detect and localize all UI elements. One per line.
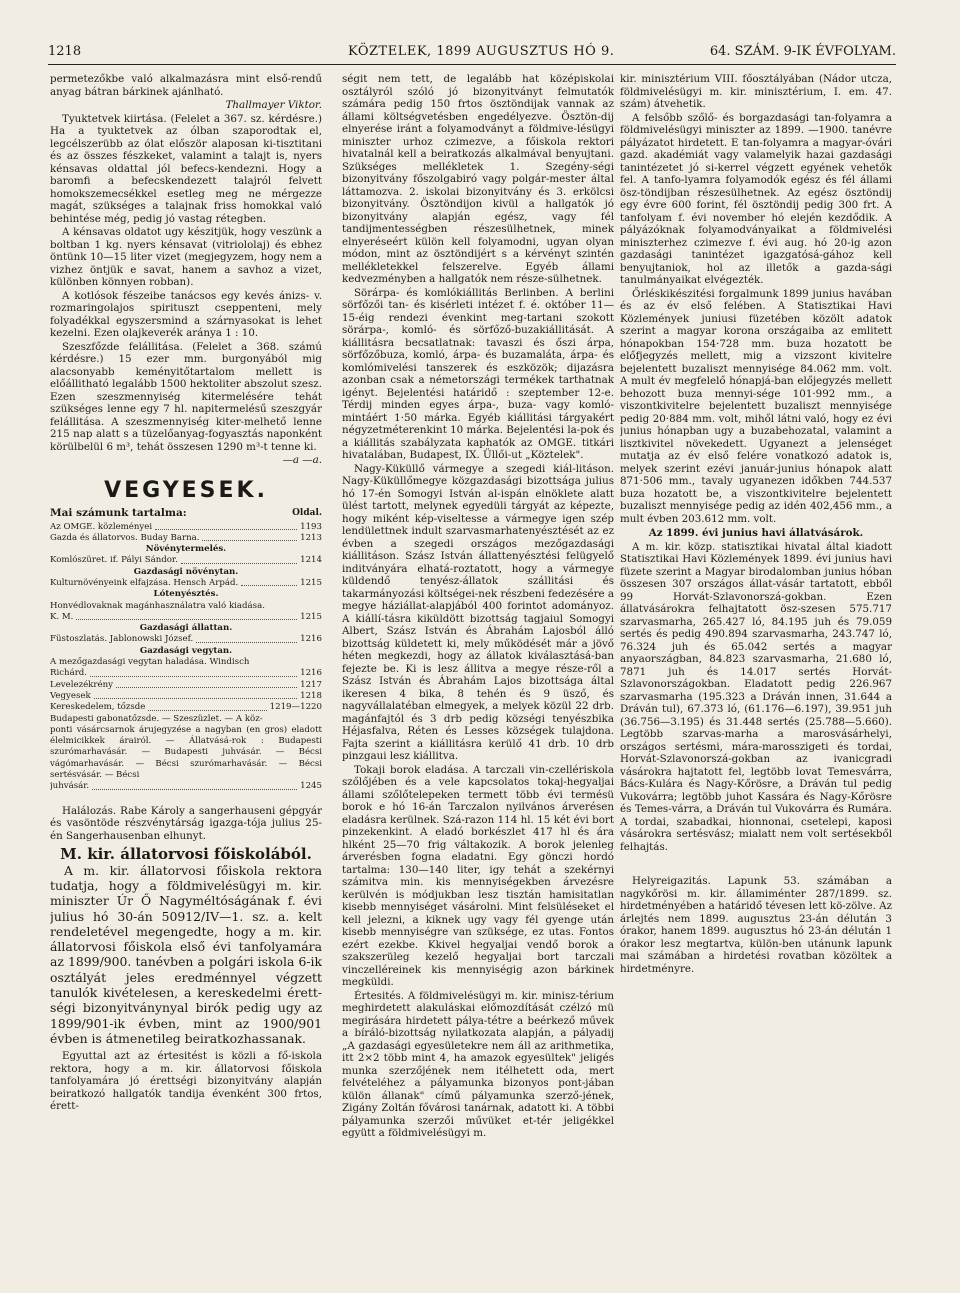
- toc-entry-page: 1219—1220: [269, 702, 322, 713]
- toc-note: ponti vásárcsarnok árujegyzése a nagyban (en gros) eladott élelmicikkek árairól. — Állatvásá-rok : Budapesti szurómarhavásár. — Budapesti juhvásár. — Bécsi vágómarhavásár. — Bécsi szurómarhavásár. — Bécsi sertésvásár. — Bécsi: [50, 724, 322, 781]
- paragraph: A kotlósok fészeibe tanácsos egy kevés ánizs- v. rozmaringolajos spirituszt cseppenteni, mely folyadékkal egyszersmind a szárnyasokat is lehet kezelni. Ezen olajkeverék aránya 1 : 10.: [50, 289, 322, 339]
- toc-category: Lótenyésztés.: [153, 589, 219, 600]
- toc-entry-title: Honvédlovaknak magánhasználatra való kiadása.: [50, 600, 265, 611]
- toc-row: [50, 702, 322, 713]
- newspaper-title: KÖZTELEK, 1899 AUGUSZTUS HÓ 9.: [348, 44, 615, 59]
- column-middle: [342, 73, 614, 1283]
- paragraph: permetezőkbe való alkalmazásra mint első-rendű anyag bátran bárkinek ajánlható.: [50, 73, 322, 98]
- toc-leader: [202, 533, 297, 541]
- toc-entry-page: 1245: [300, 781, 322, 792]
- toc-entry-page: 1218: [300, 690, 322, 701]
- toc-title: Mai számunk tartalma:: [50, 507, 187, 519]
- paragraph: A m. kir. állatorvosi főiskola rektora tudatja, hogy a földmivelésügyi m. kir. miniszter Úr Ő Nagyméltóságának f. évi julius hó 30-án 50912/IV—1. sz. a. kelt rendeletével megengedte, hogy a m. kir. állatorvosi főiskola első évi tanfolyamára az 1899/900. tanévben a polgári iskola 6-ik osztályát jeles eredménnyel végzett tanulók kivételesen, a kereskedelmi érett-ségi bizonyitványnyal birók pedig ugy az 1899/901-ik évben, mint az 1900/901 évben is átmenetileg beiratkozhassanak.: [50, 862, 322, 1046]
- toc-row: [50, 522, 322, 533]
- toc-row: [50, 781, 322, 792]
- toc-entry-title: Vegyesek: [50, 690, 91, 701]
- paragraph-tokaji-borok: Tokaji borok eladása. A tarczali vin-czellériskola szőlőjében és a vele kapcsolatos tokaj-hegyaljai állami szőlőtelepeken termett több évi termésü borok e hó 16-án Tarczalon nyilvános árverésen eladásra kerülnek. Szá-razon 114 hl. 15 két évi bort pinzekenkint. A eladó borkészlet 417 hl és ára hlként 25—70 frig váltakozik. A borok jelenleg árverésben fogna eladatni. Egy gönczi hordó tartalma: 130—140 liter, igy tehát a szekérnyi számitva min. kis mennyiségekben árvezésre kerülvén is módjukban lesz tisztán hamisitatlan kisebb mennyiséget vásárolni. Mint felsüléseket el kell jelezni, a kiknek ugy vagy fél gyenge után kisebb mennyiségre van szüksége, ez utas. Fontos ezért ezekbe. Kkivel hegyaljai vendő borok a szakszerüleg kezelő hegyaljai bort tarczali vinczelléreinek kis mennyiségig azon bárkinek megküldi.: [342, 763, 614, 988]
- paragraph: kir. minisztérium VIII. főosztályában (Nádor utcza, földmivelésügyi m. kir. minisztérium, I. em. 47. szám) átvehetik.: [620, 73, 892, 110]
- paragraph-felsobb-szolo: A felsőbb szőlő- és borgazdasági tan-folyamra a földmivelésügyi miniszter az 1899. —1900. tanévre pályázatot hirdetett. E tan-folyamra a magyar-óvári gazd. akadémiát vagy valamelyik hazai gazdasági tanintézetet jó si-kerrel végzett egyének vehetők fel. A tanfo-lyamra folyamodók egész és fél állami ösz-töndijban részesülhetnek. Az egész ösztöndij egy évre 600 forint, fél ösztöndij pedig 300 frt. A tanfolyam f. évi november hó elején kezdődik. A pályázóknak folyamodványaikat a földmivelési miniszterhez czimezve f. évi aug. hó 20-ig azon gazdasági tanintézet igazgatósá-gához kell benyujtaniok, hol az illetők a gazda-sági tanulmányaikat elvégezték.: [620, 111, 892, 286]
- toc-row: [50, 601, 322, 612]
- paragraph-tyuktetvek: Tyuktetvek kiirtása. (Felelet a 367. sz. kérdésre.) Ha a tyuktetvek az ólban szaporodtak el, legcélszerübb az ólat először alaposan ki-tisztitani és az összes fészkeket, valamint a talajt is, nyers kénsavas oldattal jól befecs-kendezni. Hogy a baromfi a befecskendezett talajról felvett homokszemecsékkel esetleg meg ne mérgezze magát, szükséges a talajnak friss homokkal való behintése még, pedig jó vastag rétegben.: [50, 112, 322, 225]
- toc-category: Gazdasági állattan.: [139, 623, 233, 634]
- toc-entry-title: Az OMGE. közleményei: [50, 521, 153, 532]
- signature: Thallmayer Viktor.: [225, 99, 322, 111]
- paragraph: A kénsavas oldatot ugy készitjük, hogy veszünk a boltban 1 kg. nyers kénsavat (vitriololaj) és ebhez öntünk 10—15 liter vizet (megjegyzem, hogy nem a vizhez öntjük e savat, hanem a savhoz a vizet, különben könnyen robban).: [50, 226, 322, 288]
- toc-row: [50, 668, 322, 679]
- toc-row: [50, 714, 322, 725]
- toc-row: [50, 657, 322, 668]
- table-of-contents: [50, 522, 322, 793]
- toc-row: [50, 634, 322, 645]
- paragraph-szeszfozde: Szeszfőzde felállitása. (Felelet a 368. számú kérdésre.) 15 ezer mm. burgonyából mig alacsonyabb keményitőtartalom mellett is előállitható legalább 1500 hektoliter abszolut szesz. Ezen szeszmennyiség kitermelésére tehát szükséges lenne egy 7 hl. napitermelésű szeszgyár felállitása. A szeszmennyiség kiter-melhető lenne 215 nap alatt s a tüzelőanyag-fogyasztás naponként körülbelül 6 m³, tehát összesen 1290 m³-t tenne ki.: [50, 340, 322, 453]
- heading-allatorvosi: M. kir. állatorvosi főiskolából.: [60, 845, 312, 864]
- toc-category: Növénytermelés.: [145, 544, 227, 555]
- paragraph: A m. kir. közp. statisztikai hivatal által kiadott Statisztikai Havi Közlemények 1899. évi junius havi füzete szerint a Magyar birodalomban junius hóban összesen 307 országos állat-vásár tartatott, ebből 99 Horvát-Szlavonorszá-gokban. Ezen állatvásárokra felhajtatott ösz-szesen 575.717 szarvasmarha, 265.427 ló, 84.195 juh és 79.059 sertés és pedig 490.894 szarvasmarha, 243.747 ló, 76.324 juh és 65.042 sertés a magyar anyaországban, 84.823 szarvasmarha, 21.680 ló, 7871 juh és 14.017 sertés Horvát-Szlavonországokban. Eladatott pedig 226.967 szarvasmarha (195.323 a Dráván innen, 31.644 a Dráván tul), 67.373 ló, (61.176—6.197), 39.951 juh (36.756—3.195) és 31.448 sertés (25.788—5.660). Legtöbb szarvas-marha a marosvásárhelyi, országos sertésmi, mára-marosszigeti és tordai, Horvát-Szlavonorszá-gokban az ivanicgradi vásárokra hajtatott fel, legtöbb lovat Temesvárra, Bács-Kulára és Nagy-Kőrösre, a Dráván tul pedig Vukovárra; legtöbb juhot Kassára és Nagy-Kőrösre és Temes-várra, a Dráván tul Vukovárra és Rumára. A tordai, szabadkai, hionnonai, csetelepi, kaposi vásárokra sertésvász; mialatt nem volt sertésekből felhajtás.: [620, 540, 892, 853]
- toc-leader: [90, 668, 297, 676]
- paragraph-helyreigazitas: Helyreigazitás. Lapunk 53. számában a nagykőrösi m. kir. államiménter 287/1899. sz. hirdetményében a határidő tévesen lett kö-zölve. Az árlejtés nem 1899. augusztus 23-án délután 3 órakor, hanem 1899. augusztus hó 23-án délután 1 órakor lesz megtartva, külön-ben utánunk lapunk mai számában a hirdetési rovatban közöltek a hirdetményre.: [620, 875, 892, 975]
- toc-row: [50, 612, 322, 623]
- toc-leader: [196, 634, 297, 642]
- signature: —a —a.: [282, 454, 322, 466]
- toc-leader: [241, 578, 297, 586]
- toc-entry-page: 1216: [300, 668, 322, 679]
- toc-entry-page: 1214: [300, 555, 322, 566]
- toc-entry-title: Budapesti gabonatőzsde. — Szeszüzlet. — A köz-: [50, 713, 263, 724]
- toc-row: [50, 555, 322, 566]
- toc-heading: [50, 507, 322, 520]
- toc-entry-page: 1217: [300, 679, 322, 690]
- paragraph-halalozas: Halálozás. Rabe Károly a sangerhauseni gépgyár és vasöntöde részvénytárság igazga-tója julius 25-én Sangerhausenban elhunyt.: [50, 804, 322, 842]
- section-title-vegyesek: VEGYESEK.: [104, 477, 268, 503]
- column-left: [50, 73, 322, 1283]
- toc-leader: [148, 702, 266, 710]
- toc-leader: [116, 680, 297, 688]
- heading-allatvasarok: Az 1899. évi junius havi állatvásárok.: [648, 527, 864, 539]
- toc-page-label: Oldal.: [292, 508, 322, 518]
- toc-row: [50, 691, 322, 702]
- toc-entry-title: Füstoszlatás. Jablonowski József.: [50, 634, 194, 645]
- toc-entry-title: Richárd.: [50, 668, 88, 679]
- toc-entry-title: A mezőgazdasági vegytan haladása. Windisch: [50, 657, 250, 668]
- toc-entry-title: Levelezékrény: [50, 679, 113, 690]
- toc-entry-title: juhvásár.: [50, 781, 90, 792]
- toc-leader: [155, 522, 297, 530]
- toc-entry-title: Gazda és állatorvos. Buday Barna.: [50, 532, 200, 543]
- issue-number: 64. SZÁM. 9-IK ÉVFOLYAM.: [709, 44, 896, 59]
- toc-leader: [181, 555, 297, 563]
- toc-entry-page: 1213: [300, 532, 322, 543]
- toc-row: [50, 680, 322, 691]
- paragraph: ségit nem tett, de legalább hat középiskolai osztályról szóló jó bizonyitványt felmutatók számára pedig 150 frtos ösztöndijak vannak az állami költségvetésben engedélyezve. Ösztön-dij elnyerése iránt a folyamodványt a földmive-lésügyi miniszter urhoz czimezve, a főiskola rektori hivatalnál kell a beiratkozás alkalmával benyujtani. Szükséges mellékletek 1. Szegény-ségi bizonyitvány főszolgabiró vagy polgár-mester által láttamozva. 2. iskolai bizonyitvány és 3. erkölcsi bizonyitvány. Ösztöndijon kivül a hallgatók jó bizonyitvány alapján egész, vagy fél tandijmentességben részesülhetnek, minek elnyeréseért külön kell folyamodni, ugyan olyan módon, mint az ösztöndijért s a kérvényt szintén mellékletekkel felszerelve. Egyéb állami kedvezményben a hallgatók nem része-sülhetnek.: [342, 73, 614, 285]
- toc-row: [50, 578, 322, 589]
- toc-entry-title: Kulturnövényeink elfajzása. Hensch Árpád.: [50, 577, 239, 588]
- toc-row: [50, 533, 322, 544]
- toc-entry-page: 1215: [300, 611, 322, 622]
- paragraph-orleskikeszitesi: Őrléskikészitési forgalmunk 1899 junius havában és az év első felében. A Statisztikai Havi Közlemények juniusi füzetében közölt adatok szerint a magyar korona országaiba az emlitett hónapokban 154·728 mm. buza hozatott be előfjegyzés mellett, mig a vizszont kivitelre bejelentett buzaliszt mennyisége 84.062 mm. volt. A mult év megfelelő hónapjá-ban előjegyzés mellett behozott buza mennyi-sége 101·992 mm., a viszontkivitelre bejelentett buzaliszt mennyisége pedig 20·884 mm. volt, mihől látni való, hogy ez évi junius hónapban ugy a buzabehozatal, valamint a lisztkivitel növekedett. Ugyanezt a jelenséget mutatja az év első felére vonatkozó adatok is, melyek szerint ezévi január-junius hónapok alatt 871·506 mm., tavaly ugyanezen időkben 744.537 buza hozatott be, a viszontkivitelre bejelentett buzaliszt mennyisége pedig az idén 402,456 mm., a mult évben 203.612 mm. volt.: [620, 287, 892, 525]
- toc-entry-page: 1215: [300, 577, 322, 588]
- large-print-block: [50, 863, 322, 1047]
- toc-entry-title: K. M.: [50, 611, 74, 622]
- toc-leader: [76, 612, 297, 620]
- toc-entry-title: Kereskedelem, tőzsde: [50, 702, 146, 713]
- page-number: 1218: [48, 44, 82, 59]
- toc-leader: [92, 781, 297, 789]
- paragraph-sorarpa: Sörárpa- és komlókiállitás Berlinben. A berlini sörfőzői tan- és kisérleti intézet f. é. október 11—15-éig rendezi évenkint meg-tartani szokott sörárpa-, komló- és sörfőző-buzakiállitását. A kiállitásra becsatlatnak: tavaszi és őszi árpa, sörfőzőbuza, komló, árpa- és buzamaláta, árpa- és komlómivelési tanszerek és eszközök; dijazásra azonban csak a németországi termékek tarthatnak igényt. Bejelentési határidő : szeptember 12-e. Térdij minden egyes árpa-, buza- vagy komló-mintáért 1·50 márka. Egyéb kiállitási tárgyakért négyzetméterenkint 10 márka. Bejelentési la-pok és a kiállitás szabályzata kaphatók az OMGE. titkári hivatalában, Budapest, IX. Üllői-ut „Köztelek".: [342, 286, 614, 461]
- page-header: [48, 42, 896, 65]
- toc-leader: [94, 691, 297, 699]
- toc-category: Gazdasági vegytan.: [139, 645, 233, 656]
- column-right: [620, 73, 892, 1283]
- paragraph-nagy-kukullo: Nagy-Küküllő vármegye a szegedi kiál-litáson. Nagy-Küküllőmegye közgazdasági bizottsága julius hó 17-én Somogyi István al-ispán elnöklete alatt ülést tartott, melynek egyedüli tárgyát az képezte, hogy miként kép-viseltesse a vármegye igen szép lendülettnek indult szarvasmarhatenyésztését az ez évben a szegedi országos mezőgazdasági kiállitáson. Szász István állattenyésztési felügyelő inditványára elhatá-roztatott, hogy a vármegye küldendő tenyész-állatok szállitási és takarmányozási költségei-nek részbeni fedezésére a megye háziállat-alapjából 400 forintot adományoz. A kiállí-tásra kiküldött bizottság tagjaiul Somogyi Albert, Szász István és Ábrahám Lajosból álló bizottság küldetett ki, mely működését már a jövő héten megkezdi, hogy az állatok kiválasztásá-ban fejezte be. Ki is lesz állitva a megye része-ről a Szász István és Ábrahám Lajos bizottsága által ikeresen 4 bika, 8 tehén és 9 üsző, és nagyvállalatéban elmegyek, a melyek közül 22 drb. magánfajtól és 3 drb pedig községi tenyészbika Héjasfalva, Réten és Lesses községek tulajdona. Fajta szerint a kiállitásra kerülő 41 drb. 10 drb pinzgaui lesz kiállitva.: [342, 462, 614, 762]
- paragraph: Egyuttal azt az értesitést is közli a fő-iskola rektora, hogy a m. kir. állatorvosi főiskola tanfolyamára jó érettségi bizonyitvány alapján beiratkozó hallgatók tandija évenként 300 frtos, érett-: [50, 1050, 322, 1113]
- toc-entry-page: 1216: [300, 634, 322, 645]
- toc-category: Gazdasági növénytan.: [133, 566, 239, 577]
- paragraph-ertesites: Értesités. A földmivelésügyi m. kir. minisz-térium meghirdetett alakuláskai előmozdítását czélzó mü megirására hirdetett pálya-tétre a beérkező művek a bíráló-bizottság nyilatkozata alapján, a pályadij „A gazdasági egyesületekre nem áll az arithmetika, itt 2×2 több mint 4, ha amazok egyesültek" jeligés munka szerzőjének nem itélhetett oda, mert felvételéhez a pályamunka bizonyos pont-jában külön állanak" című pályamunka szerző-jének, Zigány Zoltán fővárosi tanárnak, adatott ki. A többi pályamunka szerzői művüket et-tér jeligékkel együtt a földmivelésügyi m.: [342, 989, 614, 1139]
- toc-entry-title: Komlószüret. if. Pályi Sándor.: [50, 555, 178, 566]
- toc-entry-page: 1193: [300, 521, 322, 532]
